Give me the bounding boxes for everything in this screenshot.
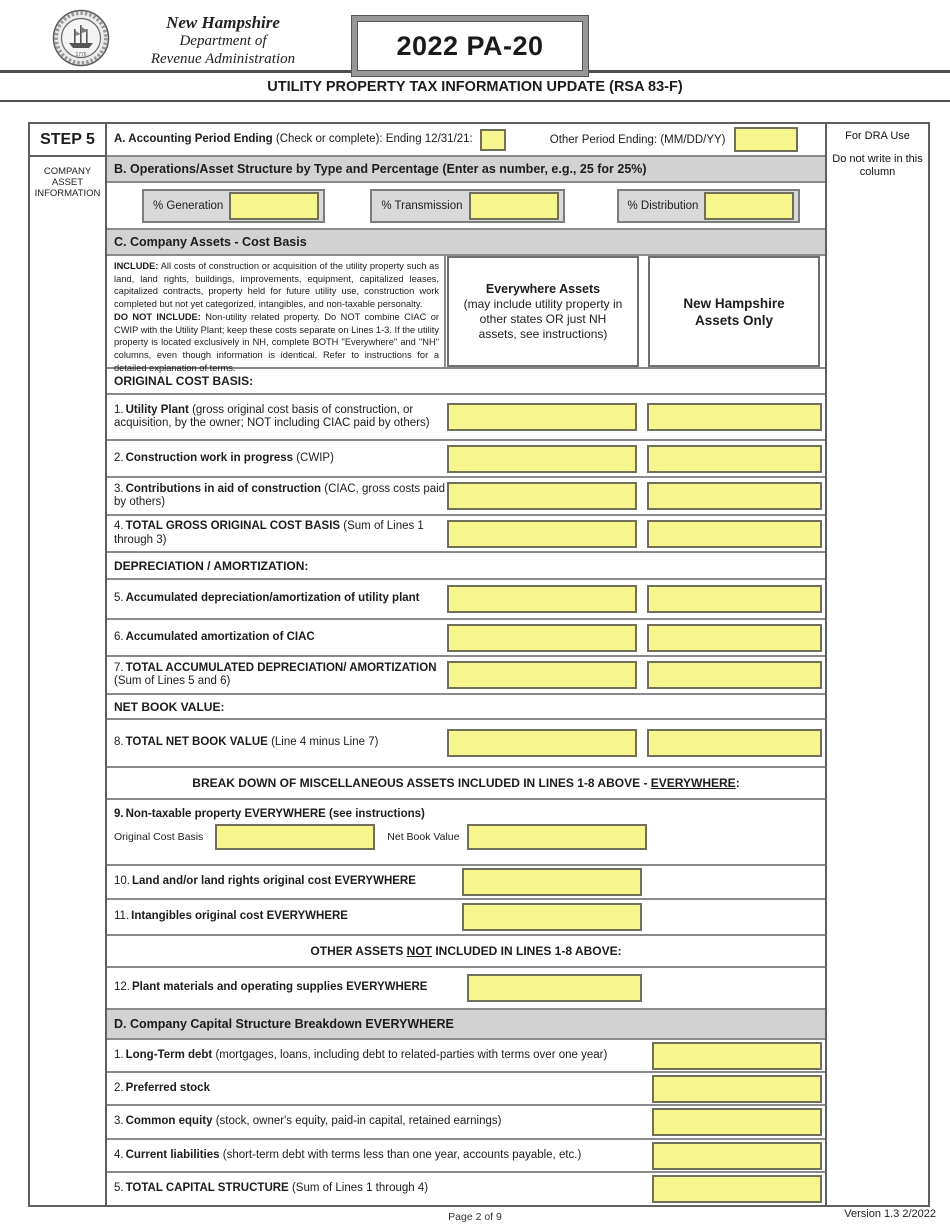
line-10-row	[107, 866, 825, 900]
form-main-column	[107, 124, 825, 1205]
generation-label: % Generation	[153, 199, 224, 212]
d-line-2-label: 2. Preferred stock	[114, 1081, 210, 1094]
line1-everywhere-field[interactable]	[447, 403, 637, 431]
line-10-label: 10. Land and/or land rights original cost EVERYWHERE	[114, 875, 416, 888]
dra-use-column	[825, 124, 928, 1205]
line-6-row	[107, 620, 825, 657]
section-b-header: B. Operations/Asset Structure by Type and Percentage (Enter as number, e.g., 25 for 25%)	[107, 157, 825, 183]
d-line-2-row	[107, 1073, 825, 1106]
nh-state-seal-icon	[52, 9, 110, 72]
agency-name	[118, 14, 328, 68]
subheader-depreciation: DEPRECIATION / AMORTIZATION:	[107, 553, 825, 580]
step-sublabel: COMPANY ASSET INFORMATION	[34, 166, 101, 199]
line10-everywhere-field[interactable]	[462, 868, 642, 896]
section-c-header: C. Company Assets - Cost Basis	[107, 230, 825, 256]
transmission-label: % Transmission	[381, 199, 463, 212]
line3-nh-field[interactable]	[647, 482, 822, 510]
transmission-group	[370, 189, 564, 223]
d-line2-field[interactable]	[652, 1075, 822, 1103]
d-line3-field[interactable]	[652, 1108, 822, 1136]
distribution-group	[617, 189, 801, 223]
line6-everywhere-field[interactable]	[447, 624, 637, 652]
line5-nh-field[interactable]	[647, 585, 822, 613]
line-3-label: 3. Contributions in aid of construction (CIAC, gross costs paid by others)	[114, 482, 446, 508]
line11-everywhere-field[interactable]	[462, 903, 642, 931]
distribution-label: % Distribution	[627, 199, 699, 212]
line9-net-book-field[interactable]	[467, 824, 647, 850]
line-3-row	[107, 478, 825, 516]
line9-original-cost-field[interactable]	[215, 824, 375, 850]
line6-nh-field[interactable]	[647, 624, 822, 652]
pct-distribution-field[interactable]	[704, 192, 794, 220]
other-assets-banner: OTHER ASSETS NOT INCLUDED IN LINES 1-8 ABOVE:	[107, 936, 825, 968]
section-d-header: D. Company Capital Structure Breakdown EVERYWHERE	[107, 1010, 825, 1040]
line7-everywhere-field[interactable]	[447, 661, 637, 689]
svg-text:1776: 1776	[75, 52, 87, 58]
section-b-fields-row	[107, 183, 825, 230]
subheader-net-book: NET BOOK VALUE:	[107, 695, 825, 720]
generation-group	[142, 189, 325, 223]
line-4-label: 4. TOTAL GROSS ORIGINAL COST BASIS (Sum of Lines 1 through 3)	[114, 520, 424, 546]
step-label: STEP 5	[30, 124, 105, 157]
agency-line2: Department of	[179, 33, 267, 49]
line4-everywhere-field[interactable]	[447, 520, 637, 548]
form-title: UTILITY PROPERTY TAX INFORMATION UPDATE (RSA 83-F)	[0, 73, 950, 102]
d-line-3-row	[107, 1106, 825, 1140]
other-period-label: Other Period Ending: (MM/DD/YY)	[549, 133, 726, 146]
line-6-label: 6. Accumulated amortization of CIAC	[114, 630, 315, 643]
line9-ocb-label: Original Cost Basis	[114, 831, 204, 843]
line7-nh-field[interactable]	[647, 661, 822, 689]
line5-everywhere-field[interactable]	[447, 585, 637, 613]
line-2-label: 2. Construction work in progress (CWIP)	[114, 451, 334, 464]
line-7-label: 7. TOTAL ACCUMULATED DEPRECIATION/ AMORTIZATION (Sum of Lines 5 and 6)	[114, 661, 437, 687]
line-8-row	[107, 720, 825, 768]
line-9-label: 9. Non-taxable property EVERYWHERE (see instructions)	[114, 808, 425, 820]
d-line-4-row	[107, 1140, 825, 1173]
d-line-1-row	[107, 1040, 825, 1073]
accounting-ending-checkbox[interactable]	[480, 129, 506, 151]
line1-nh-field[interactable]	[647, 403, 822, 431]
line-11-row	[107, 900, 825, 936]
line12-everywhere-field[interactable]	[467, 974, 642, 1002]
line-12-label: 12. Plant materials and operating supplies EVERYWHERE	[114, 981, 428, 994]
line9-nbv-label: Net Book Value	[387, 831, 460, 843]
everywhere-column-header: Everywhere Assets (may include utility property in other states OR just NH assets, see instructions)	[447, 256, 639, 367]
section-a-label: A. Accounting Period Ending (Check or complete): Ending 12/31/21:	[114, 132, 473, 145]
pct-transmission-field[interactable]	[469, 192, 559, 220]
include-instructions: INCLUDE: All costs of construction or acquisition of the utility property such as land, land rights, buildings, improvements, equipment, capitalized leases, capitalized contracts, property held for future utility use, construction work completed but not yet categorized, intangibles, and non-taxable personalty. DO NOT INCLUDE: Non-utility related property. Do NOT combine CIAC or CWIP with the Utility Plant; keep these costs separate on Lines 1-3. If the utility property is located exclusively in NH, complete BOTH "Everywhere" and "NH" columns, even though information is identical. Refer to instructions for a detailed explanation of terms.	[107, 256, 446, 367]
subheader-original-cost: ORIGINAL COST BASIS:	[107, 369, 825, 395]
d-line4-field[interactable]	[652, 1142, 822, 1170]
line-5-label: 5. Accumulated depreciation/amortization of utility plant	[114, 592, 420, 605]
pct-generation-field[interactable]	[229, 192, 319, 220]
line-5-row	[107, 580, 825, 620]
d-line-5-row	[107, 1173, 825, 1205]
form-number-box: 2022 PA-20	[352, 16, 588, 76]
version-label: Version 1.3 2/2022	[844, 1208, 936, 1220]
d-line-1-label: 1. Long-Term debt (mortgages, loans, including debt to related-parties with terms over one year)	[114, 1048, 608, 1061]
line3-everywhere-field[interactable]	[447, 482, 637, 510]
line8-everywhere-field[interactable]	[447, 729, 637, 757]
agency-line1: New Hampshire	[166, 13, 280, 32]
line-1-row	[107, 395, 825, 441]
nh-column-header: New Hampshire Assets Only	[648, 256, 820, 367]
section-c-info-row	[107, 256, 825, 373]
d-line-5-label: 5. TOTAL CAPITAL STRUCTURE (Sum of Lines 1 through 4)	[114, 1182, 429, 1195]
dra-line1: For DRA Use	[845, 130, 910, 142]
line-1-label: 1. Utility Plant (gross original cost basis of construction, or acquisition, by the owner; NOT including CIAC paid by others)	[114, 403, 430, 429]
line-12-row	[107, 968, 825, 1010]
breakdown-banner: BREAK DOWN OF MISCELLANEOUS ASSETS INCLUDED IN LINES 1-8 ABOVE - EVERYWHERE:	[107, 768, 825, 800]
line-11-label: 11. Intangibles original cost EVERYWHERE	[114, 910, 348, 923]
form-table	[28, 122, 930, 1207]
other-period-field[interactable]	[734, 127, 798, 152]
section-a-row	[107, 124, 825, 157]
d-line-4-label: 4. Current liabilities (short-term debt with terms less than one year, accounts payable, etc.)	[114, 1148, 582, 1161]
line-8-label: 8. TOTAL NET BOOK VALUE (Line 4 minus Line 7)	[114, 736, 379, 749]
agency-line3: Revenue Administration	[150, 51, 296, 67]
line-9-row	[107, 800, 825, 866]
d-line5-field[interactable]	[652, 1175, 822, 1203]
line8-nh-field[interactable]	[647, 729, 822, 757]
d-line1-field[interactable]	[652, 1042, 822, 1070]
line2-everywhere-field[interactable]	[447, 445, 637, 473]
line-4-row	[107, 516, 825, 553]
d-line-3-label: 3. Common equity (stock, owner's equity, paid-in capital, retained earnings)	[114, 1115, 502, 1128]
line2-nh-field[interactable]	[647, 445, 822, 473]
line-2-row	[107, 441, 825, 478]
line-7-row	[107, 657, 825, 695]
line4-nh-field[interactable]	[647, 520, 822, 548]
dra-line2: Do not write in this column	[832, 153, 923, 178]
step-column	[30, 124, 107, 1205]
page-number: Page 2 of 9	[448, 1211, 502, 1223]
page-header	[0, 0, 950, 73]
